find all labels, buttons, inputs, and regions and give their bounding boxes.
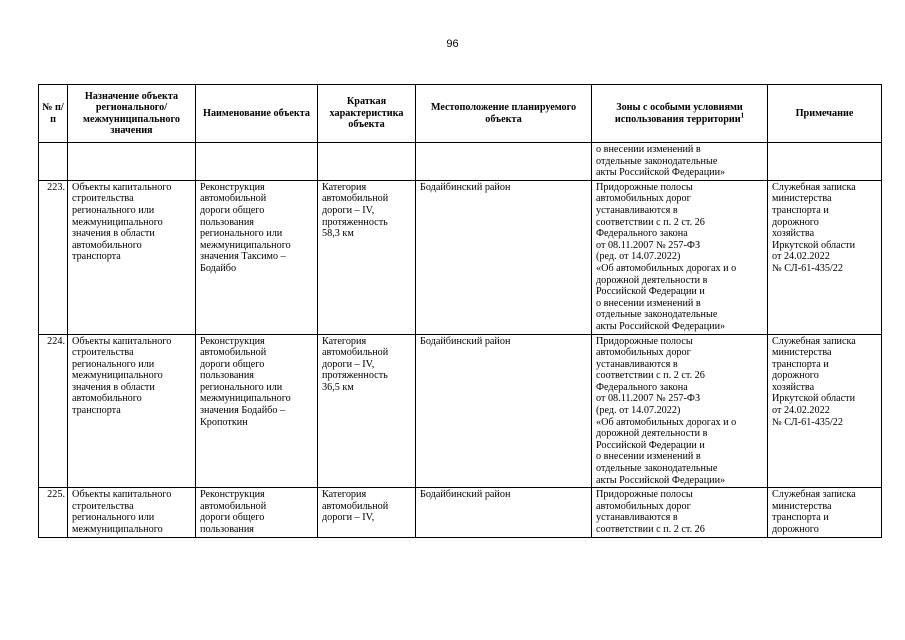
characteristic-line: Категория [322, 335, 367, 347]
purpose-line: строительства [72, 500, 134, 512]
zones-line: отдельные законодательные [596, 309, 718, 321]
name-line: автомобильной [200, 347, 267, 359]
purpose-line: транспорта [72, 251, 121, 263]
name-line: пользования [200, 216, 254, 228]
purpose-line: межмуниципального [72, 370, 163, 382]
cell [318, 143, 416, 181]
name-line: Реконструкция [200, 489, 265, 501]
zones-line: от 08.11.2007 № 257-ФЗ [596, 393, 701, 405]
note-line: № СЛ-61-435/22 [772, 416, 843, 428]
name-line: регионального или [200, 381, 283, 393]
cell-purpose [68, 488, 196, 537]
zones-line: «Об автомобильных дорогах и о [596, 416, 737, 428]
zones-line: соответствии с п. 2 ст. 26 [596, 524, 705, 535]
text-line: о внесении изменений в [596, 144, 701, 155]
zones-line: соответствии с п. 2 ст. 26 [596, 370, 705, 382]
zones-line: Федерального закона [596, 228, 688, 240]
name-line: автомобильной [200, 193, 267, 205]
page-number: 96 [446, 38, 459, 50]
cell-name [196, 334, 318, 488]
name-line: межмуниципального [200, 393, 291, 405]
name-line: дороги общего [200, 204, 265, 216]
cell-name [196, 488, 318, 537]
note-line: Служебная записка [772, 181, 856, 193]
zones-line: автомобильных дорог [596, 193, 691, 205]
characteristic-line: автомобильной [322, 500, 389, 512]
characteristic-line: автомобильной [322, 347, 389, 359]
zones-line: дорожной деятельности в [596, 428, 708, 440]
note-line: транспорта и [772, 358, 829, 370]
cell-note [768, 180, 882, 334]
cell [768, 143, 882, 181]
table-header-row [39, 85, 882, 143]
purpose-line: строительства [72, 347, 134, 359]
purpose-line: регионального или [72, 204, 155, 216]
name-line: Реконструкция [200, 335, 265, 347]
name-line: дороги общего [200, 358, 265, 370]
header-purpose: Назначение объекта регионального/ межмуниципального значения [68, 85, 196, 143]
cell-location: Бодайбинский район [416, 180, 592, 334]
zones-line: устанавливаются в [596, 204, 678, 216]
cell-characteristic [318, 334, 416, 488]
zones-line: автомобильных дорог [596, 500, 691, 512]
purpose-line: межмуниципального [72, 216, 163, 228]
name-line: автомобильной [200, 500, 267, 512]
name-line: пользования [200, 370, 254, 382]
zones-line: «Об автомобильных дорогах и о [596, 262, 737, 274]
name-line: Кропоткин [200, 416, 248, 428]
cell-purpose [68, 180, 196, 334]
header-num: № п/п [39, 85, 68, 143]
header-name: Наименование объекта [196, 85, 318, 143]
note-line: министерства [772, 193, 832, 205]
planning-objects-table [38, 84, 882, 538]
note-line: дорожного [772, 370, 819, 382]
note-line: № СЛ-61-435/22 [772, 262, 843, 274]
zones-line: отдельные законодательные [596, 463, 718, 475]
zones-line: Придорожные полосы [596, 489, 693, 501]
zones-line: Российской Федерации и [596, 439, 705, 451]
cell-characteristic [318, 180, 416, 334]
name-line: значения Таксимо – [200, 251, 286, 263]
table-row [39, 488, 882, 537]
note-line: Иркутской области [772, 393, 856, 405]
name-line: пользования [200, 524, 254, 535]
note-line: Служебная записка [772, 489, 856, 501]
purpose-line: Объекты капитального [72, 489, 172, 501]
name-line: Реконструкция [200, 181, 265, 193]
header-characteristic: Краткая характеристика объекта [318, 85, 416, 143]
cell-zones [592, 334, 768, 488]
characteristic-line: дороги – IV, [322, 512, 375, 524]
cell-note [768, 488, 882, 537]
cell-note [768, 334, 882, 488]
characteristic-line: 36,5 км [322, 381, 354, 393]
note-line: от 24.02.2022 [772, 251, 830, 263]
purpose-line: межмуниципального [72, 524, 163, 535]
characteristic-line: Категория [322, 489, 367, 501]
cell-location: Бодайбинский район [416, 334, 592, 488]
purpose-line: значения в области [72, 228, 155, 240]
cell-zones [592, 180, 768, 334]
purpose-line: регионального или [72, 358, 155, 370]
name-line: межмуниципального [200, 239, 291, 251]
zones-line: (ред. от 14.07.2022) [596, 251, 681, 263]
cell-characteristic [318, 488, 416, 537]
zones-line: Придорожные полосы [596, 335, 693, 347]
characteristic-line: дороги – IV, [322, 204, 375, 216]
cell-num: 223. [39, 180, 68, 334]
purpose-line: транспорта [72, 405, 121, 417]
zones-line: автомобильных дорог [596, 347, 691, 359]
name-line: Бодайбо [200, 262, 237, 274]
purpose-line: Объекты капитального [72, 335, 172, 347]
zones-line: дорожной деятельности в [596, 274, 708, 286]
note-line: Иркутской области [772, 239, 856, 251]
note-line: министерства [772, 500, 832, 512]
table-row [39, 180, 882, 334]
zones-line: устанавливаются в [596, 358, 678, 370]
cell-location: Бодайбинский район [416, 488, 592, 537]
header-note: Примечание [768, 85, 882, 143]
cell [416, 143, 592, 181]
characteristic-line: дороги – IV, [322, 358, 375, 370]
note-line: министерства [772, 347, 832, 359]
purpose-line: строительства [72, 193, 134, 205]
zones-line: акты Российской Федерации» [596, 320, 726, 332]
characteristic-line: протяженность [322, 370, 388, 382]
cell-name [196, 180, 318, 334]
name-line: значения Бодайбо – [200, 405, 286, 417]
header-zones-footnote: 1 [740, 111, 745, 120]
note-line: от 24.02.2022 [772, 405, 830, 417]
header-zones-text: Зоны с особыми условиями использования территории [614, 102, 743, 125]
zones-line: о внесении изменений в [596, 297, 701, 309]
zones-line: о внесении изменений в [596, 451, 701, 463]
characteristic-line: автомобильной [322, 193, 389, 205]
purpose-line: регионального или [72, 512, 155, 524]
characteristic-line: 58,3 км [322, 228, 354, 240]
zones-line: Придорожные полосы [596, 181, 693, 193]
zones-line: Российской Федерации и [596, 286, 705, 298]
text-line: отдельные законодательные [596, 155, 718, 167]
purpose-line: автомобильного [72, 239, 142, 251]
name-line: регионального или [200, 228, 283, 240]
header-location: Местоположение планируемого объекта [416, 85, 592, 143]
cell-num: 225. [39, 488, 68, 537]
cell [196, 143, 318, 181]
purpose-line: Объекты капитального [72, 181, 172, 193]
continuation-row [39, 143, 882, 181]
zones-line: устанавливаются в [596, 512, 678, 524]
note-line: Служебная записка [772, 335, 856, 347]
note-line: дорожного [772, 524, 819, 535]
cell-num: 224. [39, 334, 68, 488]
zones-line: (ред. от 14.07.2022) [596, 405, 681, 417]
note-line: хозяйства [772, 228, 815, 240]
cell-purpose [68, 334, 196, 488]
zones-line: соответствии с п. 2 ст. 26 [596, 216, 705, 228]
note-line: транспорта и [772, 512, 829, 524]
note-line: транспорта и [772, 204, 829, 216]
note-line: дорожного [772, 216, 819, 228]
characteristic-line: Категория [322, 181, 367, 193]
zones-line: от 08.11.2007 № 257-ФЗ [596, 239, 701, 251]
text-line: акты Российской Федерации» [596, 167, 726, 179]
cell-zones [592, 488, 768, 537]
header-zones [592, 85, 768, 143]
continuation-zones-cell [592, 143, 768, 181]
purpose-line: значения в области [72, 381, 155, 393]
name-line: дороги общего [200, 512, 265, 524]
zones-line: Федерального закона [596, 381, 688, 393]
zones-line: акты Российской Федерации» [596, 474, 726, 486]
purpose-line: автомобильного [72, 393, 142, 405]
cell [39, 143, 68, 181]
table-row [39, 334, 882, 488]
characteristic-line: протяженность [322, 216, 388, 228]
note-line: хозяйства [772, 381, 815, 393]
cell [68, 143, 196, 181]
